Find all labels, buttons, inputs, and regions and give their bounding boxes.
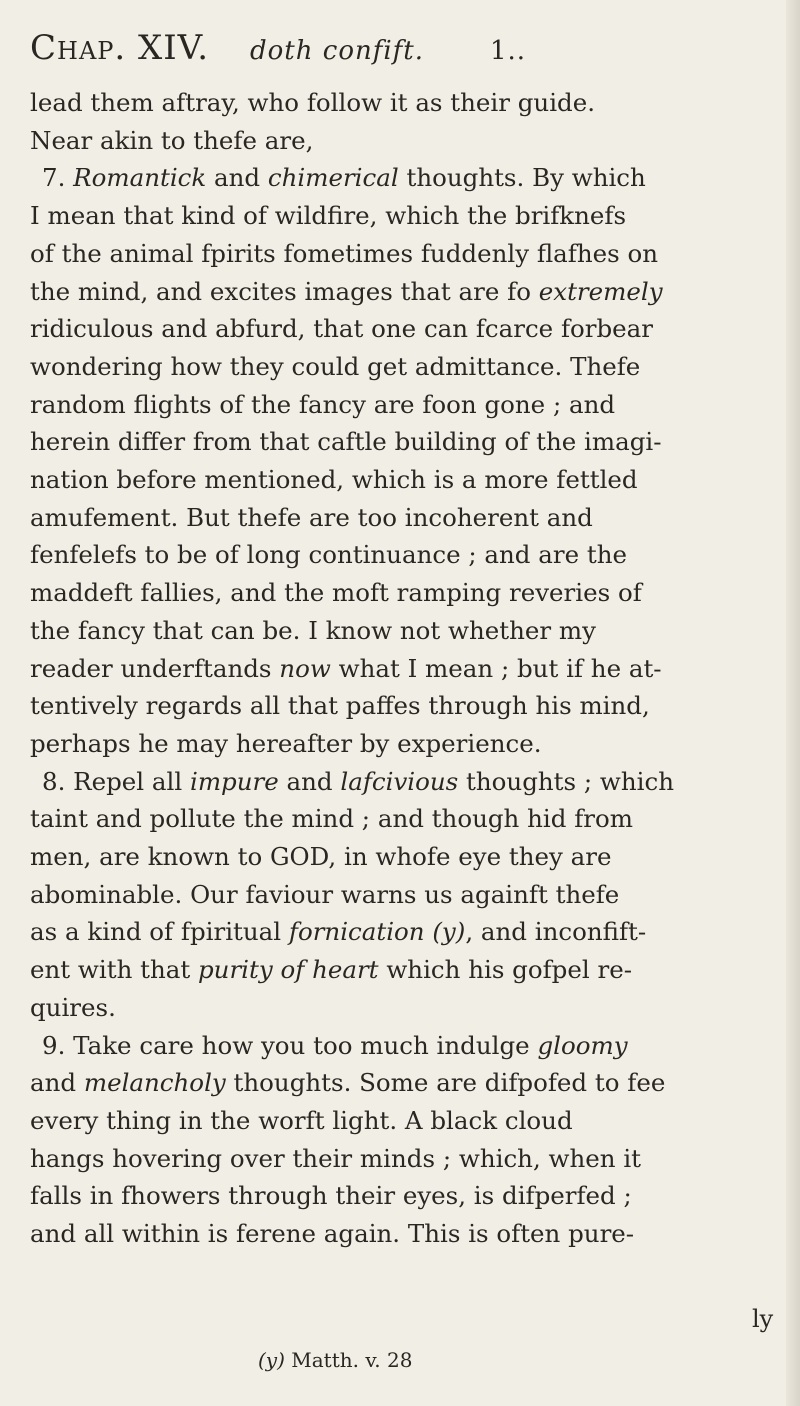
text-line: ent with that purity of heart which his gofpel re-	[30, 955, 632, 985]
text-line: wondering how they could get admittance. Thefe	[30, 351, 641, 381]
text-line: of the animal fpirits fometimes fuddenly flafhes on	[30, 238, 659, 268]
text-line: fenfelefs to be of long continuance ; and are the	[30, 540, 627, 570]
text-line: quires.	[30, 992, 116, 1022]
text-line: men, are known to GOD, in whofe eye they are	[30, 842, 612, 872]
text-line: lead them aftray, who follow it as their guide.	[30, 88, 596, 117]
text-line: maddeft fallies, and the moft ramping reveries of	[30, 578, 642, 608]
text-line: every thing in the worft light. A black cloud	[30, 1105, 573, 1135]
text-line: and all within is ferene again. This is often pure-	[30, 1219, 635, 1249]
text-line: random flights of the fancy are foon gone ; and	[30, 389, 616, 419]
text-line: and melancholy thoughts. Some are difpofed to fee	[30, 1068, 666, 1098]
text-line: amufement. But thefe are too incoherent and	[30, 502, 593, 532]
text-line: taint and pollute the mind ; and though hid from	[30, 804, 633, 834]
chapter-heading: Chap. XIV.	[30, 28, 210, 68]
body-text	[30, 84, 780, 1253]
page-number: 1..	[490, 36, 527, 66]
text-line: hangs hovering over their minds ; which, when it	[30, 1143, 642, 1173]
book-page	[30, 28, 792, 1253]
text-line: nation before mentioned, which is a more fettled	[30, 465, 638, 495]
text-line: perhaps he may hereafter by experience.	[30, 728, 542, 758]
text-line: as a kind of fpiritual fornication (y), and inconfift-	[30, 917, 647, 947]
catchword: ly	[752, 1305, 774, 1333]
running-title: doth confift.	[250, 36, 424, 66]
section-7-line: 7. Romantick and chimerical thoughts. By which	[42, 163, 646, 193]
text-line: reader underftands now what I mean ; but if he at-	[30, 653, 662, 683]
text-line: the fancy that can be. I know not whether my	[30, 615, 596, 645]
text-line: I mean that kind of wildfire, which the brifknefs	[30, 201, 627, 231]
footnote-text: Matth. v. 28	[284, 1348, 413, 1372]
text-line: tentively regards all that paffes through his mind,	[30, 691, 650, 721]
text-line: ridiculous and abfurd, that one can fcarce forbear	[30, 314, 653, 344]
footnote-mark: (y)	[258, 1348, 285, 1372]
text-line: falls in fhowers through their eyes, is difperfed ;	[30, 1181, 632, 1211]
text-line: Near akin to thefe are,	[30, 125, 314, 155]
footnote	[258, 1348, 412, 1372]
text-line: the mind, and excites images that are fo extremely	[30, 276, 663, 306]
text-line: herein differ from that caftle building of the imagi-	[30, 427, 662, 457]
section-8-line: 8. Repel all impure and lafcivious thoughts ; which	[42, 766, 674, 796]
running-header	[30, 28, 792, 84]
text-line: abominable. Our faviour warns us againft thefe	[30, 879, 620, 909]
section-9-line: 9. Take care how you too much indulge gloomy	[42, 1030, 628, 1060]
